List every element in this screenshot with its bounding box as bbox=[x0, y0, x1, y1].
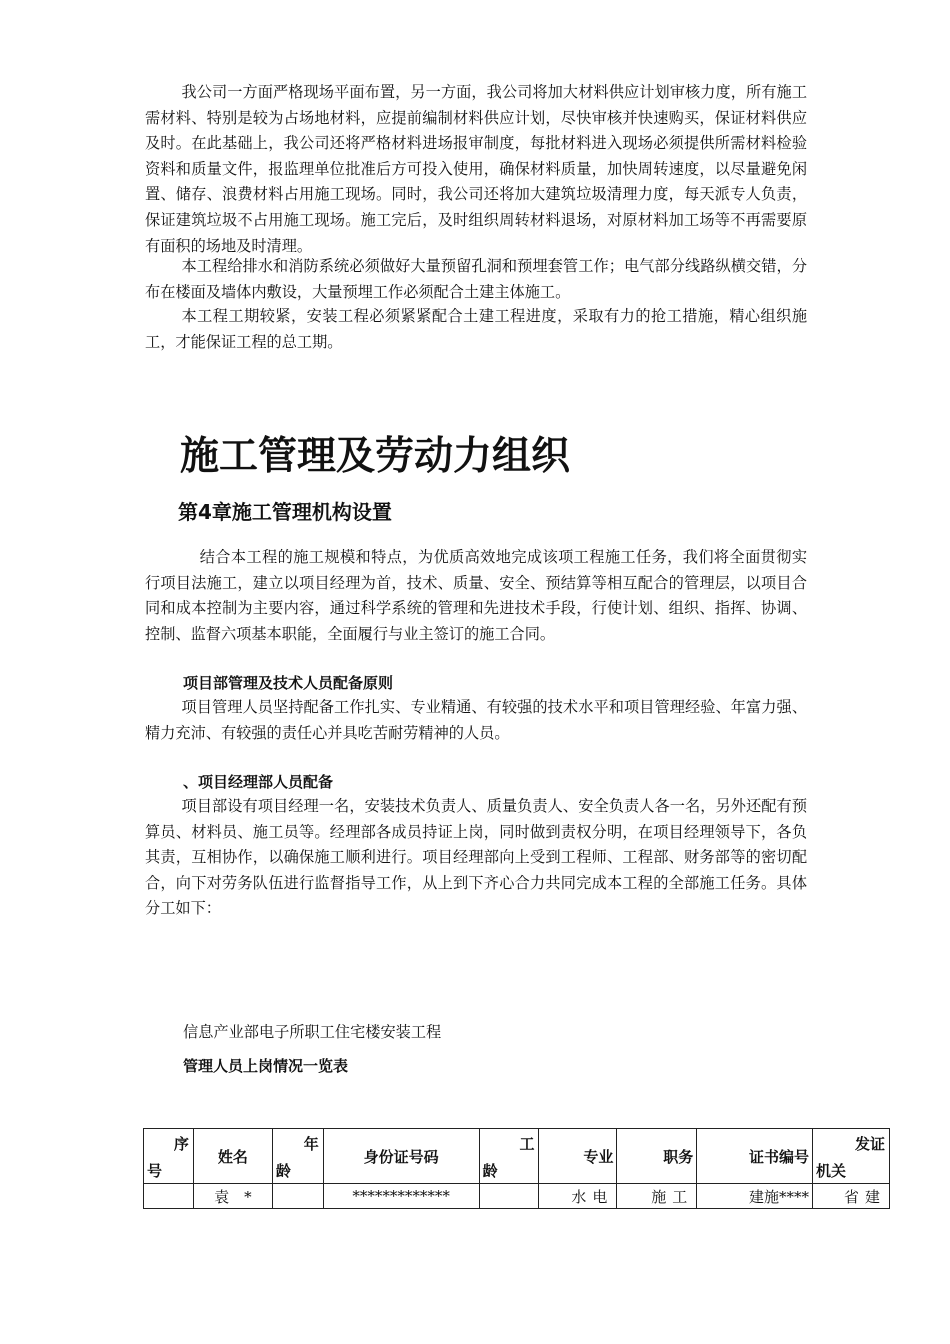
cell-cert: 建施**** bbox=[697, 1184, 813, 1209]
header-work-bot: 龄 bbox=[482, 1162, 498, 1180]
cell-work-years bbox=[479, 1184, 539, 1209]
header-seq-bot: 号 bbox=[147, 1162, 163, 1180]
section-heading-staff-allocation: 、项目经理部人员配备 bbox=[183, 773, 334, 791]
paragraph-staffing-principles: 项目管理人员坚持配备工作扎实、专业精通、有较强的技术水平和项目管理经验、年富力强、精力充沛、有较强的责任心并具吃苦耐劳精神的人员。 bbox=[145, 698, 807, 742]
cell-position: 施工 bbox=[617, 1184, 697, 1209]
section-heading-staffing-principles: 项目部管理及技术人员配备原则 bbox=[183, 674, 394, 692]
header-issuer-top: 发证 bbox=[854, 1135, 885, 1153]
header-major-label: 专业 bbox=[583, 1147, 614, 1166]
header-name-label: 姓名 bbox=[217, 1147, 248, 1166]
header-cert-label: 证书编号 bbox=[749, 1147, 810, 1166]
paragraph-staff-allocation: 项目部设有项目经理一名，安装技术负责人、质量负责人、安全负责人各一名，另外还配有预算员、材料员、施工员等。经理部各成员持证上岗，同时做到责权分明，在项目经理领导下，各负其责，互相协作，以确保施工顺利进行。项目经理部向上受到工程师、工程部、财务部等的密切配合，向下对劳务队伍进行监督指导工作，从上到下齐心合力共同完成本工程的全部施工任务。具体分工如下： bbox=[145, 797, 807, 918]
project-name: 信息产业部电子所职工住宅楼安装工程 bbox=[183, 1023, 442, 1041]
table-title: 管理人员上岗情况一览表 bbox=[183, 1057, 349, 1075]
header-issuer bbox=[813, 1129, 890, 1184]
header-position-label: 职务 bbox=[663, 1147, 694, 1166]
header-id-label: 身份证号码 bbox=[363, 1147, 439, 1166]
paragraph-embedding: 本工程给排水和消防系统必须做好大量预留孔洞和预埋套管工作；电气部分线路纵横交错，分布在楼面及墙体内敷设，大量预埋工作必须配合土建主体施工。 bbox=[145, 257, 807, 301]
header-name bbox=[193, 1129, 272, 1184]
paragraph-materials: 我公司一方面严格现场平面布置，另一方面，我公司将加大材料供应计划审核力度，所有施工需材料、特别是较为占场地材料，应提前编制材料供应计划，尽快审核并快速购买，保证材料供应及时。在此基础上，我公司还将严格材料进场报审制度，每批材料进入现场必须提供所需材料检验资料和质量文件，报监理单位批准后方可投入使用，确保材料质量，加快周转速度，以尽量避免闲置、储存、浪费材料占用施工现场。同时，我公司还将加大建筑垃圾清理力度，每天派专人负责，保证建筑垃圾不占用施工现场。施工完后，及时组织周转材料退场，对原材料加工场等不再需要原有面积的场地及时清理。 bbox=[145, 83, 807, 255]
cell-name: 袁 * bbox=[193, 1184, 272, 1209]
header-work-years bbox=[479, 1129, 539, 1184]
paragraph-schedule: 本工程工期较紧，安装工程必须紧紧配合土建工程进度，采取有力的抢工措施，精心组织施工，才能保证工程的总工期。 bbox=[145, 307, 807, 351]
table-row bbox=[144, 1184, 890, 1209]
header-age-bot: 龄 bbox=[275, 1162, 291, 1180]
header-id bbox=[323, 1129, 479, 1184]
header-age-top: 年 bbox=[303, 1135, 319, 1153]
page-title: 施工管理及劳动力组织 bbox=[180, 434, 571, 479]
table-header-row bbox=[144, 1129, 890, 1184]
cell-issuer: 省建 bbox=[813, 1184, 890, 1209]
header-cert bbox=[697, 1129, 813, 1184]
header-age bbox=[272, 1129, 323, 1184]
cell-major: 水电 bbox=[539, 1184, 617, 1209]
cell-age bbox=[272, 1184, 323, 1209]
cell-seq bbox=[144, 1184, 194, 1209]
header-seq bbox=[144, 1129, 194, 1184]
cell-id: ************* bbox=[323, 1184, 479, 1209]
staff-table bbox=[143, 1128, 890, 1209]
paragraph-intro: 结合本工程的施工规模和特点，为优质高效地完成该项工程施工任务，我们将全面贯彻实行项目法施工，建立以项目经理为首，技术、质量、安全、预结算等相互配合的管理层，以项目合同和成本控制为主要内容，通过科学系统的管理和先进技术手段，行使计划、组织、指挥、协调、控制、监督六项基本职能，全面履行与业主签订的施工合同。 bbox=[145, 548, 807, 643]
header-work-top: 工 bbox=[519, 1135, 535, 1153]
header-issuer-bot: 机关 bbox=[816, 1162, 847, 1180]
header-position bbox=[617, 1129, 697, 1184]
header-major bbox=[539, 1129, 617, 1184]
chapter-heading: 第4章施工管理机构设置 bbox=[178, 500, 392, 524]
header-seq-top: 序 bbox=[173, 1135, 189, 1153]
